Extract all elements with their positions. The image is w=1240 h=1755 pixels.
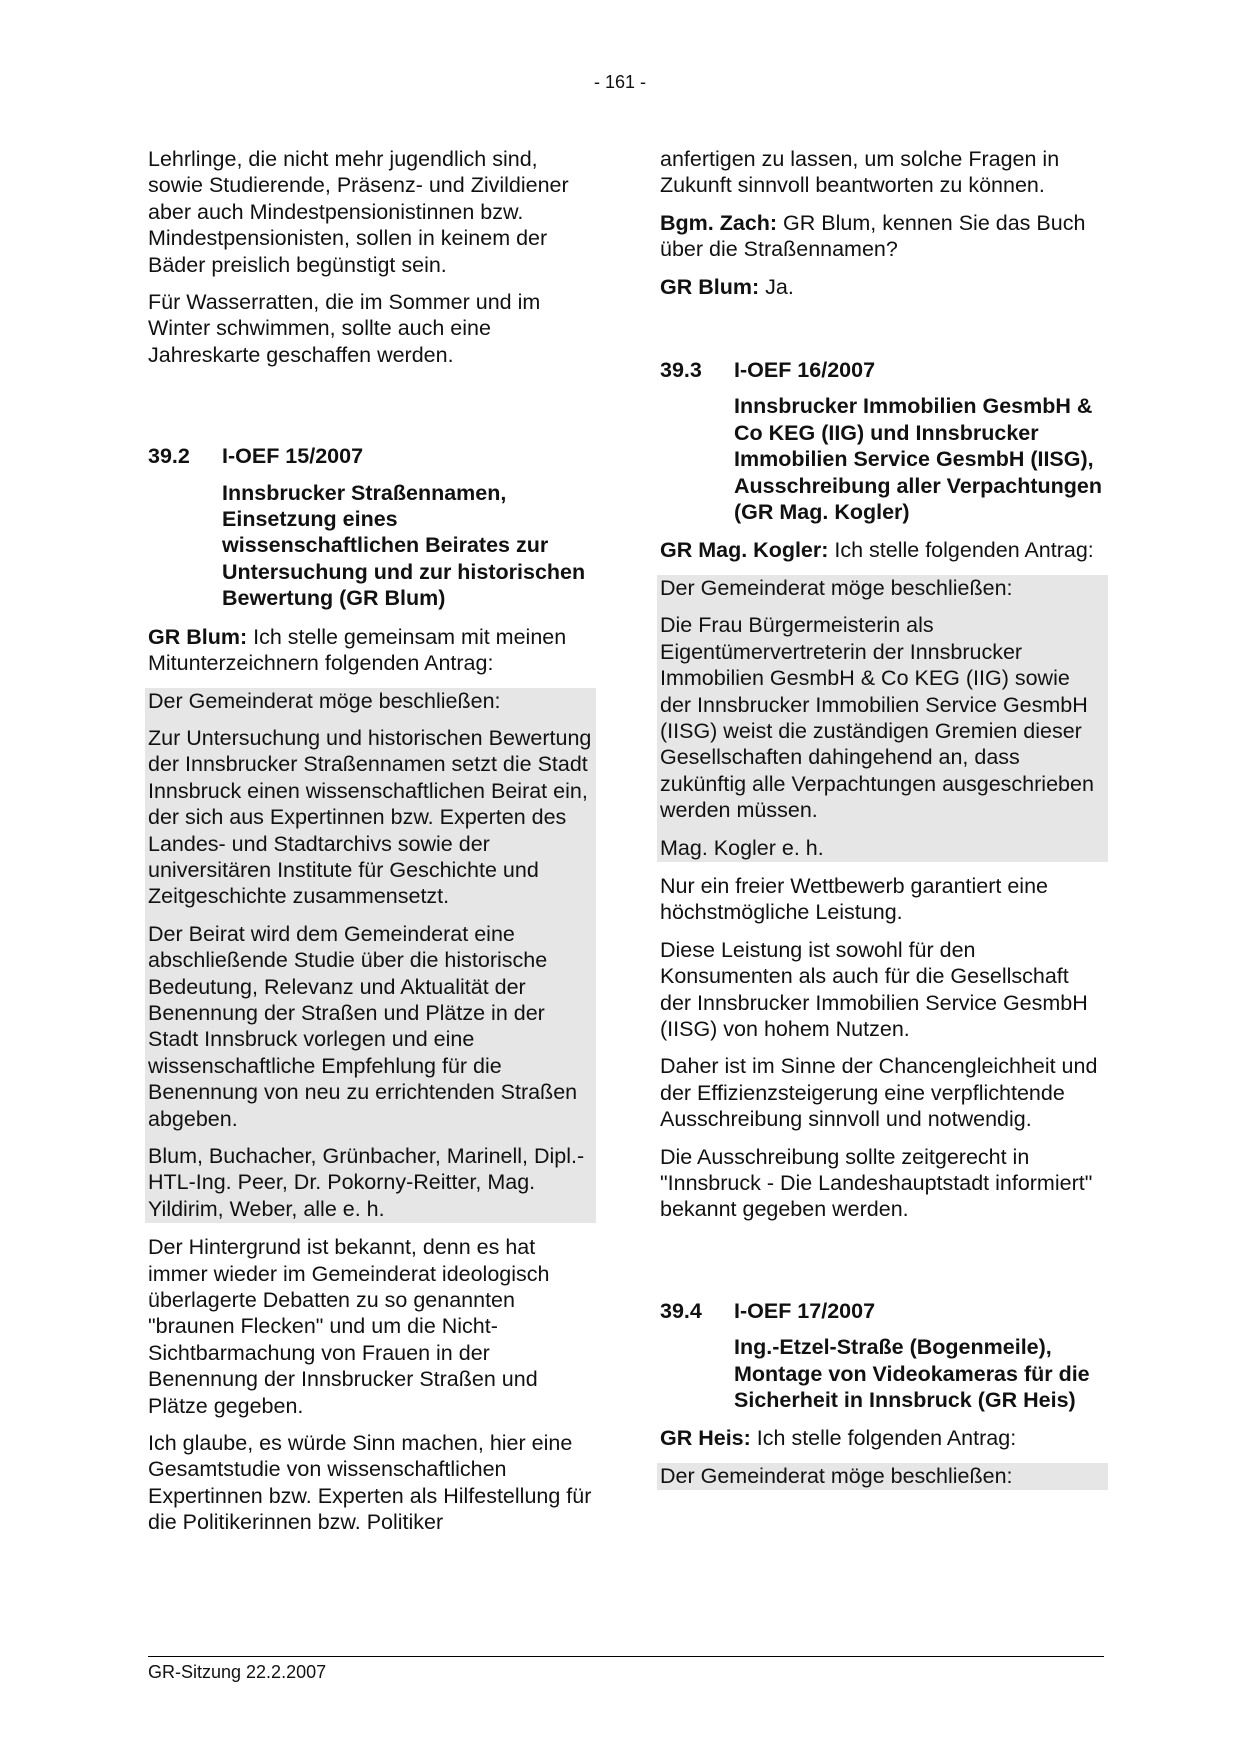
footer-divider — [148, 1656, 1104, 1657]
paragraph: Lehrlinge, die nicht mehr jugendlich sind, sowie Studierende, Präsenz- und Zivildiener aber auch Mindestpensionistinnen bzw. Mindestpensionisten, sollen in keinem der Bäder preislich begünstigt sein. — [148, 147, 569, 277]
motion-box — [145, 688, 596, 1224]
speaker-name: GR Mag. Kogler: — [660, 538, 829, 563]
section-heading-39-3 — [660, 357, 1105, 383]
speaker-statement: GR Blum: Ich stelle gemeinsam mit meinen Mitunterzeichnern folgenden Antrag: — [148, 624, 567, 676]
speaker-statement: GR Heis: Ich stelle folgenden Antrag: — [660, 1426, 1017, 1451]
speaker-statement: GR Mag. Kogler: Ich stelle folgenden Antrag: — [660, 538, 1094, 563]
speaker-name: GR Blum: — [660, 274, 760, 299]
speaker-statement: Bgm. Zach: GR Blum, kennen Sie das Buch über die Straßennamen? — [660, 210, 1086, 262]
section-title: Innsbrucker Immobilien GesmbH & Co KEG (IIG) und Innsbrucker Immobilien Service GesmbH (IISG), Ausschreibung aller Verpachtungen (GR Mag. Kogler) — [734, 394, 1102, 525]
motion-signatures: Mag. Kogler e. h. — [660, 835, 824, 860]
motion-line: Der Beirat wird dem Gemeinderat eine abschließende Studie über die historische Bedeutung, Relevanz und Aktualität der Benennung der Straßen und Plätze in der Stadt Innsbruck vorlegen und eine wissenschaftliche Empfehlung für die Benennung von neu zu errichtenden Straßen abgeben. — [148, 921, 578, 1131]
speaker-statement: GR Blum: Ja. — [660, 274, 794, 299]
paragraph: Nur ein freier Wettbewerb garantiert eine höchstmögliche Leistung. — [660, 873, 1048, 925]
footer-text: GR-Sitzung 22.2.2007 — [148, 1662, 327, 1682]
paragraph: Diese Leistung ist sowohl für den Konsumenten als auch für die Gesellschaft der Innsbrucker Immobilien Service GesmbH (IISG) von hohem Nutzen. — [660, 937, 1088, 1041]
section-heading-39-4 — [660, 1298, 1105, 1324]
motion-signatures: Blum, Buchacher, Grünbacher, Marinell, Dipl.-HTL-Ing. Peer, Dr. Pokorny-Reitter, Mag. Yildirim, Weber, alle e. h. — [148, 1144, 585, 1221]
speaker-name: Bgm. Zach: — [660, 210, 778, 235]
left-column — [148, 146, 593, 1547]
paragraph: Daher ist im Sinne der Chancengleichheit und der Effizienzsteigerung eine verpflichtende Ausschreibung sinnvoll und notwendig. — [660, 1054, 1098, 1132]
section-number: 39.3 — [660, 358, 702, 383]
motion-box — [657, 1463, 1108, 1490]
paragraph: Die Ausschreibung sollte zeitgerecht in "Innsbruck - Die Landeshauptstadt informiert" bekannt gegeben werden. — [660, 1144, 1093, 1222]
speaker-name: GR Blum: — [148, 624, 248, 649]
motion-box — [657, 575, 1108, 862]
motion-line: Der Gemeinderat möge beschließen: — [660, 1463, 1013, 1488]
speaker-name: GR Heis: — [660, 1426, 751, 1451]
section-id: I-OEF 17/2007 — [734, 1298, 876, 1323]
page-number: - 161 - — [593, 72, 647, 92]
right-column — [660, 146, 1105, 1501]
paragraph: Ich glaube, es würde Sinn machen, hier eine Gesamtstudie von wissenschaftlichen Expertinnen bzw. Experten als Hilfestellung für die Politikerinnen bzw. Politiker — [148, 1431, 592, 1535]
motion-line: Der Gemeinderat möge beschließen: — [660, 575, 1013, 600]
motion-line: Der Gemeinderat möge beschließen: — [148, 688, 501, 713]
motion-line: Die Frau Bürgermeisterin als Eigentümervertreterin der Innsbrucker Immobilien GesmbH & Co KEG (IIG) sowie der Innsbrucker Immobilien Service GesmbH (IISG) weist die zuständigen Gremien dieser Gesellschaften dahingehend an, dass zukünftig alle Verpachtungen ausgeschrieben werden müssen. — [660, 613, 1094, 823]
section-id: I-OEF 16/2007 — [734, 358, 876, 383]
section-number: 39.4 — [660, 1298, 702, 1323]
section-id: I-OEF 15/2007 — [222, 444, 364, 469]
section-heading-39-2 — [148, 443, 593, 469]
motion-line: Zur Untersuchung und historischen Bewertung der Innsbrucker Straßennamen setzt die Stadt Innsbruck einen wissenschaftlichen Beirat ein, der sich aus Expertinnen bzw. Experten des Landes- und Stadtarchivs sowie der universitären Institute für Geschichte und Zeitgeschichte zusammensetzt. — [148, 725, 592, 909]
paragraph: Der Hintergrund ist bekannt, denn es hat immer wieder im Gemeinderat ideologisch überlagerte Debatten zu so genannten "braunen Flecken" und um die Nicht-Sichtbarmachung von Frauen in der Benennung der Innsbrucker Straßen und Plätze gegeben. — [148, 1235, 550, 1418]
paragraph: anfertigen zu lassen, um solche Fragen in Zukunft sinnvoll beantworten zu können. — [660, 147, 1060, 198]
section-number: 39.2 — [148, 444, 190, 469]
paragraph: Für Wasserratten, die im Sommer und im Winter schwimmen, sollte auch eine Jahreskarte geschaffen werden. — [148, 290, 541, 367]
section-title: Ing.-Etzel-Straße (Bogenmeile), Montage von Videokameras für die Sicherheit in Innsbruck (GR Heis) — [734, 1335, 1090, 1413]
section-title: Innsbrucker Straßennamen, Einsetzung eines wissenschaftlichen Beirates zur Untersuchung und zur historischen Bewertung (GR Blum) — [222, 480, 586, 611]
